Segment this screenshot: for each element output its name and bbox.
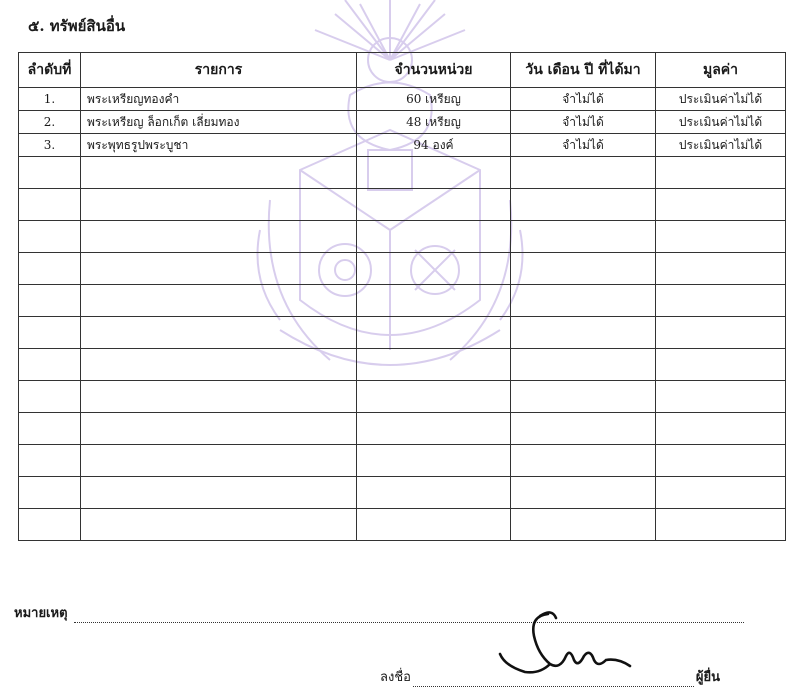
table-row-empty [19,221,786,253]
cell-date-acquired: จำไม่ได้ [511,134,656,157]
table-header-row [19,53,786,88]
cell-quantity: 48 เหรียญ [357,111,511,134]
cell-empty [81,509,357,541]
cell-empty [81,285,357,317]
cell-value: ประเมินค่าไม่ได้ [656,88,786,111]
table-row-empty [19,445,786,477]
cell-empty [656,253,786,285]
table-row [19,134,786,157]
remark-label: หมายเหตุ [14,606,68,621]
cell-empty [511,381,656,413]
cell-empty [357,317,511,349]
table-row-empty [19,285,786,317]
header-value: มูลค่า [656,53,786,88]
cell-empty [81,381,357,413]
cell-empty [511,221,656,253]
cell-empty [656,381,786,413]
cell-empty [511,509,656,541]
cell-empty [19,221,81,253]
cell-value: ประเมินค่าไม่ได้ [656,134,786,157]
cell-quantity: 94 องค์ [357,134,511,157]
cell-empty [19,349,81,381]
header-date-acquired: วัน เดือน ปี ที่ได้มา [511,53,656,88]
cell-empty [81,253,357,285]
cell-empty [511,189,656,221]
cell-empty [656,221,786,253]
cell-empty [511,349,656,381]
section-title: ๕. ทรัพย์สินอื่น [28,17,126,35]
cell-empty [19,253,81,285]
cell-index: 2. [19,111,81,134]
cell-empty [81,445,357,477]
cell-empty [656,477,786,509]
remark-dotted-line [74,610,744,623]
table-row-empty [19,413,786,445]
cell-empty [81,221,357,253]
cell-empty [81,189,357,221]
cell-empty [19,509,81,541]
table-row-empty [19,189,786,221]
table-row-empty [19,381,786,413]
cell-empty [19,317,81,349]
cell-empty [656,317,786,349]
assets-table [18,52,786,541]
cell-empty [357,253,511,285]
cell-empty [357,445,511,477]
cell-empty [511,413,656,445]
sign-suffix: ผู้ยื่น [695,670,720,685]
cell-value: ประเมินค่าไม่ได้ [656,111,786,134]
table-row-empty [19,317,786,349]
table-row-empty [19,477,786,509]
cell-empty [19,445,81,477]
cell-empty [511,285,656,317]
table-row-empty [19,157,786,189]
signature-line [380,666,720,687]
cell-empty [19,477,81,509]
cell-index: 1. [19,88,81,111]
cell-empty [511,445,656,477]
table-row [19,88,786,111]
cell-empty [511,317,656,349]
cell-empty [357,189,511,221]
header-quantity: จำนวนหน่วย [357,53,511,88]
sunburst-rays [315,0,465,60]
cell-index: 3. [19,134,81,157]
cell-empty [656,509,786,541]
cell-empty [357,157,511,189]
table-row-empty [19,509,786,541]
cell-item: พระพุทธรูปพระบูชา [81,134,357,157]
cell-empty [656,285,786,317]
cell-empty [81,477,357,509]
cell-empty [656,445,786,477]
cell-empty [656,157,786,189]
cell-empty [357,285,511,317]
cell-empty [81,349,357,381]
table-row-empty [19,253,786,285]
cell-empty [656,189,786,221]
cell-empty [81,157,357,189]
cell-date-acquired: จำไม่ได้ [511,88,656,111]
cell-date-acquired: จำไม่ได้ [511,111,656,134]
header-index: ลำดับที่ [19,53,81,88]
header-item: รายการ [81,53,357,88]
cell-empty [357,349,511,381]
cell-empty [357,221,511,253]
sign-dotted-line [413,674,694,687]
table-row [19,111,786,134]
cell-item: พระเหรียญทองคำ [81,88,357,111]
cell-empty [357,509,511,541]
table-row-empty [19,349,786,381]
cell-empty [19,157,81,189]
cell-empty [357,413,511,445]
cell-empty [19,381,81,413]
cell-empty [656,349,786,381]
cell-empty [511,477,656,509]
cell-empty [19,285,81,317]
cell-empty [511,253,656,285]
cell-empty [81,413,357,445]
cell-empty [511,157,656,189]
cell-empty [357,477,511,509]
cell-empty [656,413,786,445]
cell-empty [19,413,81,445]
cell-empty [19,189,81,221]
cell-empty [81,317,357,349]
sign-label: ลงชื่อ [380,670,411,685]
cell-empty [357,381,511,413]
cell-quantity: 60 เหรียญ [357,88,511,111]
cell-item: พระเหรียญ ล็อกเก็ต เลี่ยมทอง [81,111,357,134]
